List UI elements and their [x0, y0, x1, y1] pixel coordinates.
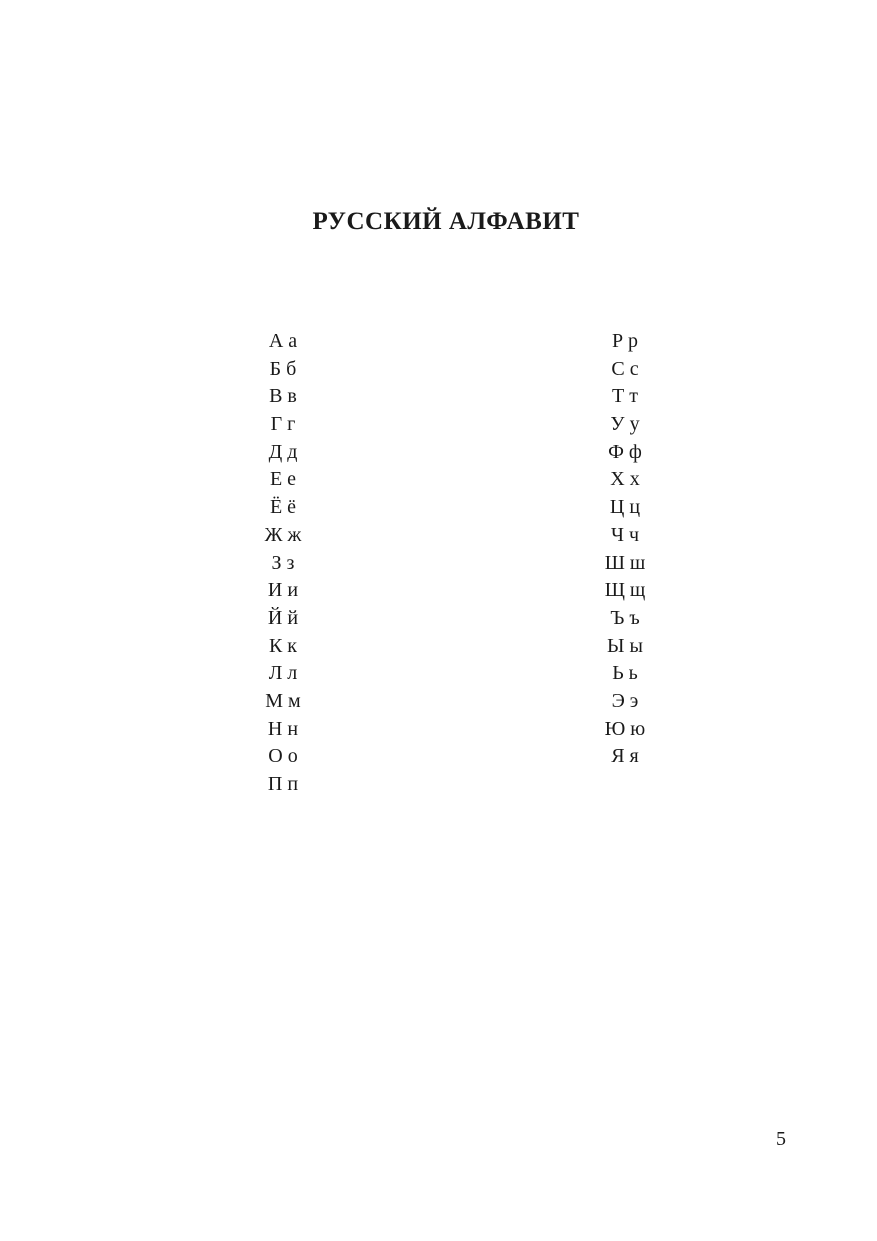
letter-pair: К к — [268, 634, 298, 657]
letter-pair: Ё ё — [269, 496, 297, 519]
alphabet-left-column — [223, 328, 343, 799]
letter-pair: Ш ш — [604, 551, 646, 574]
letter-pair: Щ щ — [604, 579, 646, 602]
letter-pair: Н н — [267, 717, 299, 740]
letter-pair: Ж ж — [264, 523, 302, 546]
letter-pair: Х х — [610, 468, 640, 491]
letter-pair: Ъ ъ — [610, 606, 640, 629]
letter-pair: Й й — [267, 606, 299, 629]
page-title: РУССКИЙ АЛФАВИТ — [312, 208, 580, 235]
letter-pair: Я я — [611, 745, 639, 768]
letter-pair: Ь ь — [612, 662, 638, 685]
letter-pair: С с — [611, 357, 639, 380]
letter-pair: У у — [610, 413, 640, 436]
letter-pair: В в — [269, 385, 297, 408]
letter-pair: Е е — [269, 468, 297, 491]
letter-pair: Д д — [268, 440, 298, 463]
letter-pair: Г г — [270, 413, 296, 436]
alphabet-right-column — [565, 328, 685, 771]
letter-pair: Л л — [268, 662, 298, 685]
letter-pair: Ы ы — [607, 634, 643, 657]
letter-pair: П п — [267, 773, 299, 795]
letter-pair: Ц ц — [609, 496, 641, 519]
letter-pair: Б б — [269, 357, 297, 380]
letter-pair: Т т — [612, 385, 638, 408]
letter-pair: М м — [265, 689, 301, 712]
letter-pair: З з — [271, 551, 295, 574]
letter-pair: Р р — [611, 330, 639, 352]
letter-pair: Ф ф — [608, 440, 642, 463]
letter-pair: А а — [268, 330, 298, 352]
page-number: 5 — [776, 1128, 786, 1150]
letter-pair: Ч ч — [610, 523, 640, 546]
letter-pair: О о — [268, 745, 298, 768]
letter-pair: И и — [267, 579, 299, 602]
letter-pair: Ю ю — [604, 717, 646, 740]
letter-pair: Э э — [611, 689, 639, 712]
